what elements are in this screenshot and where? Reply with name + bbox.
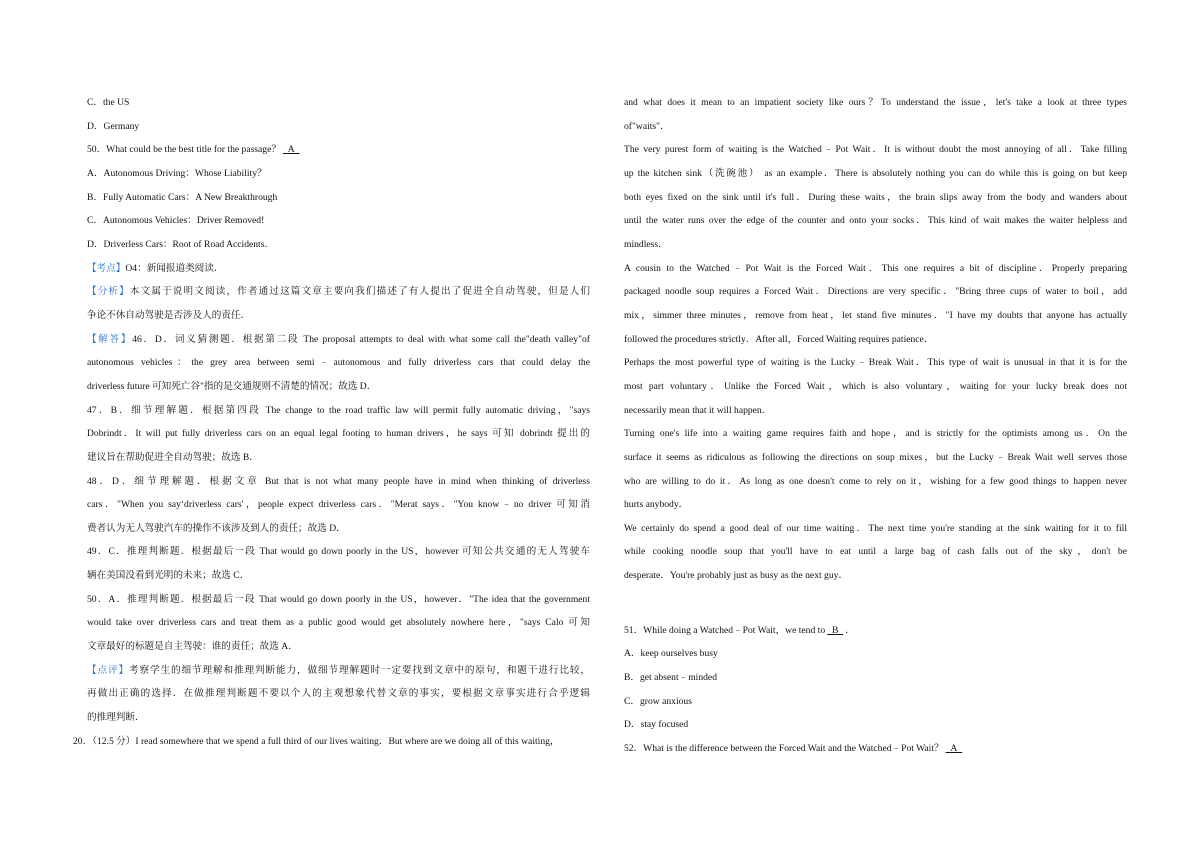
passage-line: mindless．: [624, 238, 668, 250]
passage-line: while cooking noodle soup that you'll have to eat until a large bag of cash falls out of the sky，don't be: [624, 546, 1127, 558]
answer-blank: [281, 144, 302, 155]
answer-49-line: 49．C．推理判断题．根据最后一段 That would go down poorly in the US，however 可知公共交通的无人驾驶车: [87, 546, 590, 558]
passage-line: and what does it mean to an impatient society like ours？To understand the issue，let's take a look at three types: [624, 97, 1127, 108]
passage-line: hurts anybody．: [624, 499, 689, 511]
passage-line: surface it seems as ridiculous as following the directions on soup mixes，but the Lucky﹣Break Wait well serves those: [624, 451, 1127, 463]
passage-line: until the water runs over the edge of the counter and onto your socks．This kind of wait makes the waiter helpless and: [624, 215, 1127, 227]
passage-line: We certainly do spend a good deal of our time waiting．The next time you're standing at the sink waiting for it to fill: [624, 522, 1127, 534]
passage-line: up the kitchen sink（洗碗池） as an example．There is absolutely nothing you can do while this is going on but keep: [624, 167, 1127, 179]
passage-line: followed the procedures strictly．After all，Forced Waiting requires patience．: [624, 333, 934, 345]
right-column: [624, 91, 1127, 761]
jieda-line-2: autonomous vehicles：the grey area between semi﹣autonomous and fully driverless cars that could delay the: [87, 357, 590, 369]
answer-47-line: 47．B．细节理解题．根据第四段 The change to the road traffic law will permit fully automatic driving，"says: [87, 404, 590, 416]
answer-50-line: would take over driverless cars and treat them as a public good would get absolutely nowhere here，"says Calo 可知: [87, 617, 590, 629]
question-51-end: ．: [845, 624, 855, 636]
option-a: A．Autonomous Driving：Whose Liability？: [87, 167, 267, 179]
answer-47-line: 建议旨在帮助促进全自动驾驶；故选 B．: [87, 451, 259, 463]
passage-line: most part voluntary．Unlike the Forced Wait，which is also voluntary，waiting for your lucky break does not: [624, 380, 1127, 392]
answer-blank: [944, 743, 965, 754]
dianping-line-1: [87, 659, 590, 683]
passage-line: mix，simmer three minutes，remove from heat，let stand five minutes．"I have my doubts that anyone has actually: [624, 309, 1127, 321]
question-51: [624, 619, 1127, 643]
answer-blank: [825, 625, 845, 636]
passage-line: who are willing to do it．As long as one doesn't come to rely on it，wishing for a few good things to happen never: [624, 475, 1127, 487]
option-d: D．Driverless Cars：Root of Road Accidents．: [87, 238, 275, 250]
passage-line: The very purest form of waiting is the Watched﹣Pot Wait．It is without doubt the most annoying of all．Take filling: [624, 144, 1127, 156]
question-52: [624, 737, 1127, 761]
option-c: C．Autonomous Vehicles：Driver Removed!: [87, 215, 265, 227]
option-c: C．the US: [87, 97, 130, 108]
left-column: [87, 91, 590, 730]
question-50-text: 50．What could be the best title for the passage？: [87, 144, 281, 156]
answer-50-line: 50．A．推理判断题．根据最后一段 That would go down poorly in the US，however．"The idea that the government: [87, 593, 590, 605]
fenxi-text-1: 本文属于说明文阅读，作者通过这篇文章主要向我们描述了有人提出了促进全自动驾驶，但是人们: [129, 286, 590, 298]
option-c: C．grow anxious: [624, 695, 692, 707]
passage-line: A cousin to the Watched﹣Pot Wait is the Forced Wait．This one requires a bit of discipline．Properly preparing: [624, 262, 1127, 274]
dianping-text-1: 考察学生的细节理解和推理判断能力，做细节理解题时一定要找到文章中的原句，和题干进行比较，: [129, 664, 590, 676]
option-b: B．get absent﹣minded: [624, 672, 717, 684]
option-d: D．stay focused: [624, 719, 689, 731]
fenxi-tag: 【分析】: [87, 286, 130, 298]
question-52-text: 52．What is the difference between the Forced Wait and the Watched﹣Pot Wait？: [624, 743, 944, 755]
kaodian-text: O4：新闻报道类阅读．: [125, 262, 224, 274]
passage-line: of"waits"．: [624, 120, 670, 132]
option-a: A．keep ourselves busy: [624, 648, 718, 660]
question-51-text: 51．While doing a Watched﹣Pot Wait，we tend to: [624, 624, 826, 636]
dianping-tag: 【点评】: [87, 664, 129, 676]
passage-line: packaged noodle soup requires a Forced Wait．Directions are very specific．"Bring three cups of water to boil，add: [624, 286, 1127, 298]
kaodian-line: [87, 257, 590, 281]
dianping-line-3: 的推理判断．: [87, 712, 145, 724]
passage-line: Turning one's life into a waiting game requires faith and hope，and is strictly for the optimists among us．On the: [624, 428, 1127, 440]
answer-value: B: [831, 624, 839, 636]
question-20-intro: 20．（12.5 分）I read somewhere that we spend a full third of our lives waiting．But where are we doing all of this waiting，: [73, 736, 560, 747]
answer-49-line: 辆在美国没看到光明的未来；故选 C．: [87, 570, 250, 582]
jieda-text-1: 46．D．词义猜测题．根据第二段 The proposal attempts to deal with what some call the"death valley"of: [132, 333, 590, 345]
jieda-line-1: [87, 328, 590, 352]
spacer: [624, 588, 1127, 619]
answer-48-line: 费者认为无人驾驶汽车的操作不该涉及到人的责任；故选 D．: [87, 522, 346, 534]
answer-47-line: Dobrindt．It will put fully driverless cars on an equal legal footing to human drivers，he says 可知 dobrindt 提出的: [87, 428, 590, 440]
reading-passage: [624, 91, 1127, 588]
jieda-line-3: driverless future 可知死亡谷"指的是交通规则不清楚的情况；故选 D．: [87, 380, 377, 392]
jieda-tag: 【解答】: [87, 333, 133, 345]
passage-line: both eyes fixed on the sink until it's full．During these waits，the brain slips away from the body and wanders about: [624, 191, 1127, 203]
passage-line: Perhaps the most powerful type of waiting is the Lucky﹣Break Wait．This type of wait is unusual in that it is for the: [624, 357, 1127, 369]
passage-line: desperate．You're probably just as busy as the next guy．: [624, 570, 849, 582]
answer-48-line: 48．D．细节理解题．根据文章 But that is not what many people have in mind when thinking of driverless: [87, 475, 590, 487]
answer-48-line: cars．"When you say‘driverless cars'，people expect driverless cars．"Merat says．"You know﹣no driver 可知消: [87, 499, 590, 511]
answer-value: A: [287, 144, 295, 156]
option-d: D．Germany: [87, 120, 140, 132]
fenxi-line-2: 争论不休自动驾驶是否涉及人的责任．: [87, 309, 251, 321]
question-50: [87, 138, 590, 162]
answer-50-line: 文章最好的标题是自主驾驶：谁的责任；故选 A．: [87, 641, 298, 653]
kaodian-tag: 【考点】: [87, 262, 126, 274]
fenxi-line-1: [87, 280, 590, 304]
dianping-line-2: 再做出正确的选择．在做推理判断题不要以个人的主观想象代替文章的事实，要根据文章事实进行合乎逻辑: [87, 688, 590, 700]
option-b: B．Fully Automatic Cars：A New Breakthrough: [87, 191, 278, 203]
answer-value: A: [950, 743, 958, 755]
passage-line: necessarily mean that it will happen．: [624, 404, 772, 416]
